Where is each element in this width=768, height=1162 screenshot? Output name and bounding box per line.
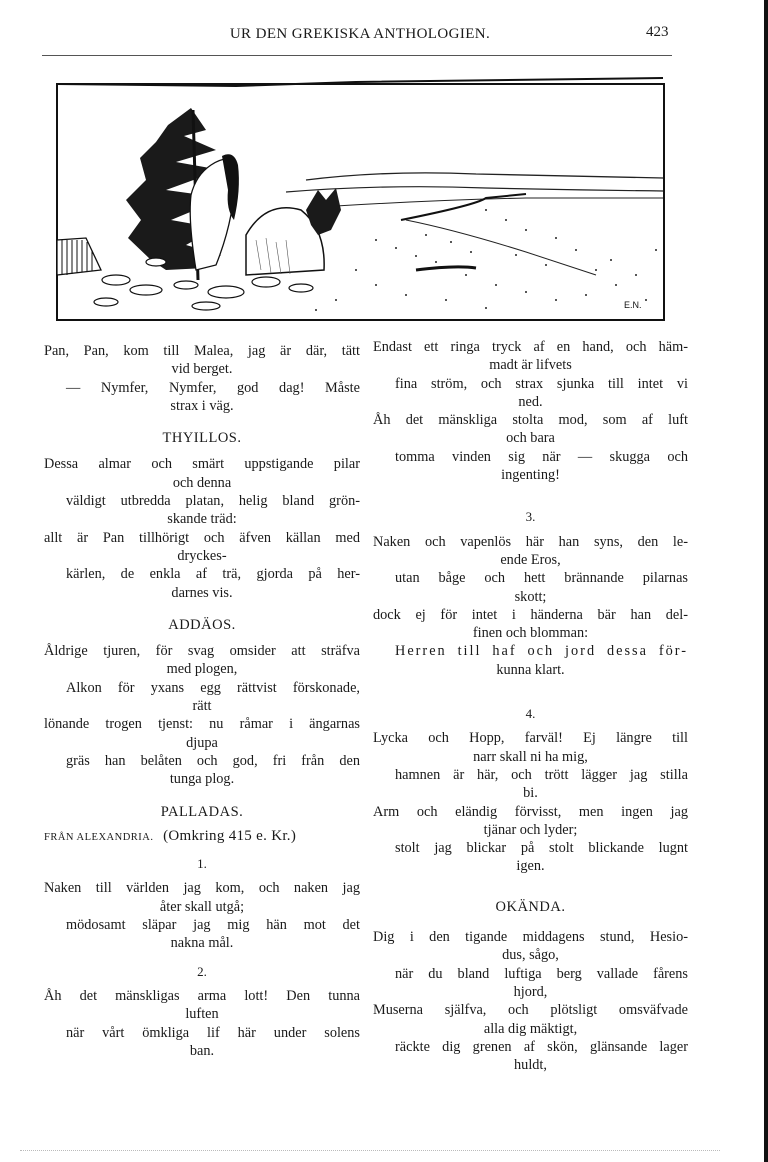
verse-line: — Nymfer, Nymfer, god dag! Måste	[66, 379, 360, 396]
section-heading-addaos: ADDÄOS.	[168, 616, 236, 633]
verse-line: lönande trogen tjenst: nu råmar i ängarnas	[44, 716, 360, 733]
verse-line: skott;	[514, 588, 547, 605]
verse-line: ban.	[189, 1042, 215, 1059]
verse-line: kärlen, de enkla af trä, gjorda på her-	[66, 566, 360, 583]
verse-line: med plogen,	[166, 661, 238, 678]
verse-line: utan båge och hett brännande pilarnas	[395, 570, 688, 587]
verse-line: strax i väg.	[170, 397, 234, 414]
verse-line: luften	[185, 1006, 219, 1023]
scan-edge	[20, 1150, 720, 1151]
verse-line: bi.	[523, 785, 538, 802]
verse-line: ned.	[518, 393, 543, 410]
verse-line: dock ej för intet i händerna bär han del-	[373, 606, 688, 623]
poem-number: 2.	[197, 963, 207, 979]
verse-line: Lycka och Hopp, farväl! Ej längre till	[373, 730, 688, 747]
verse-line: Åh det mänskliga stolta mod, som af luft	[373, 412, 688, 429]
page-number: 423	[646, 24, 669, 40]
verse-line: tomma vinden sig när — skugga och	[395, 448, 688, 465]
verse-line: dryckes-	[177, 547, 227, 564]
landscape-illustration	[56, 70, 666, 322]
verse-line: Naken och vapenlös här han syns, den le-	[373, 533, 688, 550]
verse-line: fina ström, och strax sjunka till intet vi	[395, 375, 688, 392]
verse-line: madt är lifvets	[489, 357, 572, 374]
verse-line: Dig i den tigande middagens stund, Hesio-	[373, 929, 688, 946]
verse-line: hjord,	[513, 983, 548, 1000]
left-column	[44, 342, 360, 1060]
verse-line: Dessa almar och smärt uppstigande pilar	[44, 456, 360, 473]
verse-line: stolt jag blickar på stolt blickande lugnt	[395, 840, 688, 857]
verse-line: Alkon för yxans egg rättvist förskonade,	[66, 679, 360, 696]
byline-date: (Omkring 415 e. Kr.)	[163, 827, 297, 844]
verse-line: ingenting!	[501, 467, 560, 484]
header-rule	[42, 55, 672, 56]
verse-line: och bara	[506, 430, 555, 447]
verse-line: darnes vis.	[171, 584, 233, 601]
verse-line: Åldrige tjuren, för svag omsider att sträfva	[44, 643, 360, 660]
verse-line: Herren till haf och jord dessa för-	[395, 643, 688, 660]
verse-line: hamnen är här, och trött lägger jag stilla	[395, 766, 688, 783]
byline	[44, 827, 360, 847]
verse-line: kunna klart.	[496, 661, 565, 678]
verse-line: rätt	[192, 698, 212, 715]
verse-line: räckte dig grenen af skön, glänsande lager	[395, 1038, 688, 1055]
verse-line: när du bland luftiga berg vallade fårens	[395, 965, 688, 982]
verse-line: ende Eros,	[500, 551, 561, 568]
verse-line: Arm och eländig förvisst, men ingen jag	[373, 803, 688, 820]
verse-line: åter skall utgå;	[159, 898, 245, 915]
verse-line: nakna mål.	[170, 935, 234, 952]
verse-line: allt är Pan tillhörigt och äfven källan med	[44, 529, 360, 546]
verse-line: tunga plog.	[169, 771, 235, 788]
page-edge	[764, 0, 768, 1162]
verse-line: Pan, Pan, kom till Malea, jag är där, tätt	[44, 343, 360, 359]
verse-line: och denna	[172, 474, 232, 491]
section-heading-okanda: OKÄNDA.	[495, 898, 566, 915]
verse-line: skande träd:	[167, 511, 237, 528]
verse-line: mödosamt släpar jag mig hän mot det	[66, 917, 360, 934]
poem-number: 1.	[197, 856, 207, 872]
poem-number: 3.	[525, 509, 536, 525]
verse-line: djupa	[186, 734, 218, 751]
verse-line: Naken till världen jag kom, och naken jag	[44, 880, 360, 897]
section-heading-thyillos: THYILLOS.	[162, 430, 242, 447]
right-column	[373, 338, 688, 1074]
illustrator-signature: E.N.	[624, 300, 642, 310]
running-header: UR DEN GREKISKA ANTHOLOGIEN.	[229, 26, 491, 42]
verse-line: Endast ett ringa tryck af en hand, och häm-	[373, 339, 688, 355]
verse-line: Muserna själfva, och plötsligt omsväfvade	[373, 1002, 688, 1019]
section-heading-palladas: PALLADAS.	[160, 803, 244, 820]
verse-line: tjänar och lyder;	[483, 821, 578, 838]
verse-line: vid berget.	[171, 361, 233, 378]
byline-origin: FRÅN ALEXANDRIA.	[44, 831, 154, 843]
verse-line: dus, sågo,	[502, 947, 559, 964]
verse-line: igen.	[516, 858, 545, 875]
verse-line: finen och blomman:	[472, 625, 589, 642]
verse-line: alla dig mäktigt,	[483, 1020, 578, 1037]
poem-number: 4.	[525, 706, 536, 722]
verse-line: Åh det mänskligas arma lott! Den tunna	[44, 987, 360, 1004]
verse-line: huldt,	[514, 1057, 547, 1074]
verse-line: när vårt ömkliga lif här under solens	[66, 1024, 360, 1041]
verse-line: väldigt utbredda platan, helig bland grön-	[66, 493, 360, 510]
verse-line: gräs han belåten och god, fri från den	[66, 752, 360, 769]
verse-line: narr skall ni ha mig,	[473, 748, 588, 765]
